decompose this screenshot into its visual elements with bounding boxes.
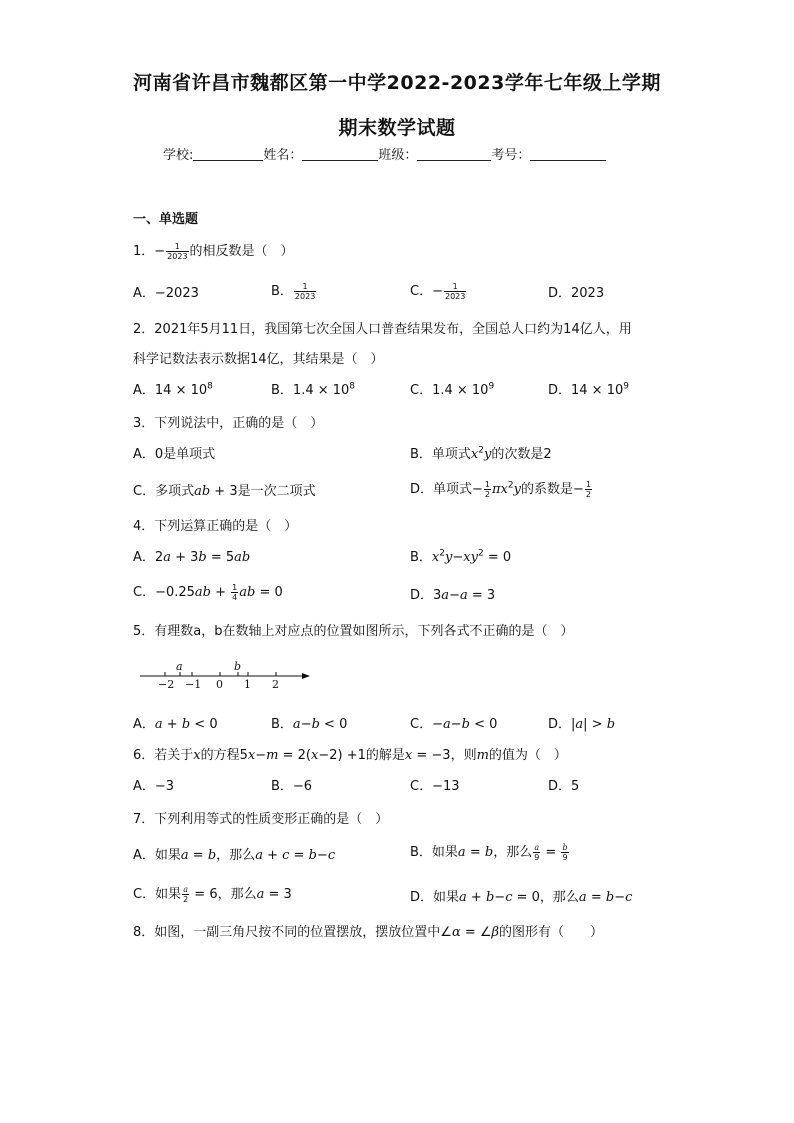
q3-option-d[interactable]: D．单项式− $\frac{1}{2}$ $\pi x^2y$的系数是− $\frac{1}{2}$: [410, 480, 591, 499]
q4-option-c[interactable]: C．−0.25ab + $\frac{1}{4}$ ab = 0: [133, 583, 283, 602]
q1-prefix: 1．−: [133, 244, 166, 259]
school-label: 学校:: [163, 148, 194, 163]
q3-option-c[interactable]: C．多项式ab + 3是一次二项式: [133, 484, 316, 499]
tick-label-2: 2: [272, 678, 279, 691]
q2-option-d[interactable]: D．$14 \times 10^9$: [548, 381, 629, 398]
q5-option-c[interactable]: C．−a−b < 0: [410, 717, 498, 732]
q4-option-a[interactable]: A．2a + 3b = 5ab: [133, 550, 251, 565]
number-line-arrow: [302, 673, 310, 679]
school-blank[interactable]: [193, 146, 263, 161]
tick-label-neg2: −2: [158, 678, 175, 691]
q7-stem: 7．下列利用等式的性质变形正确的是（ ）: [133, 812, 389, 827]
q4-option-b[interactable]: B．$x^2y-xy^2 = 0$: [410, 548, 512, 565]
exam-title-line-1: 河南省许昌市魏都区第一中学2022-2023学年七年级上学期: [133, 72, 661, 94]
section-title: 一、单选题: [133, 212, 199, 227]
point-a-label: a: [176, 660, 183, 673]
q3-option-b[interactable]: B．单项式$x^2y$的次数是2: [410, 445, 552, 462]
q6-option-a[interactable]: A．−3: [133, 779, 175, 794]
q1-option-b[interactable]: B． $\frac{1}{2023}$: [271, 282, 316, 301]
exam-no-blank[interactable]: [530, 146, 606, 161]
q6-option-b[interactable]: B．−6: [271, 779, 313, 794]
q2-stem-line-2: 科学记数法表示数据14亿，其结果是（ ）: [133, 352, 384, 367]
q6-option-d[interactable]: D．5: [548, 779, 580, 794]
q6-option-c[interactable]: C．−13: [410, 779, 460, 794]
tick-label-0: 0: [216, 678, 223, 691]
q4-option-d[interactable]: D．3a−a = 3: [410, 588, 496, 603]
q8-stem: 8．如图，一副三角尺按不同的位置摆放，摆放位置中∠α = ∠β的图形有（ ）: [133, 925, 604, 940]
q4-stem: 4．下列运算正确的是（ ）: [133, 519, 298, 534]
class-label: 班级：: [378, 148, 418, 163]
name-blank[interactable]: [302, 146, 378, 161]
q1-option-a[interactable]: A．−2023: [133, 286, 199, 301]
q7-option-a[interactable]: A．如果a = b，那么a + c = b−c: [133, 848, 336, 863]
exam-no-label: 考号：: [491, 148, 531, 163]
q7-option-d[interactable]: D．如果a + b−c = 0，那么a = b−c: [410, 890, 633, 905]
question-1: [133, 240, 294, 261]
q1-option-c[interactable]: C．− $\frac{1}{2023}$: [410, 282, 466, 301]
q2-option-b[interactable]: B．$1.4 \times 10^8$: [271, 381, 356, 398]
q5-stem: 5．有理数a，b在数轴上对应点的位置如图所示，下列各式不正确的是（ ）: [133, 624, 574, 639]
q1-suffix: 的相反数是（ ）: [189, 244, 294, 259]
q3-option-a[interactable]: A．0是单项式: [133, 447, 216, 462]
q6-stem: 6．若关于x的方程5x−m = 2(x−2) +1的解是x = −3，则m的值为（ ）: [133, 748, 567, 763]
q1-fraction: $\frac{1}{2023}$: [167, 242, 188, 261]
number-line-figure: [138, 658, 318, 692]
q2-stem-line-1: 2．2021年5月11日，我国第七次全国人口普查结果发布，全国总人口约为14亿人，用: [133, 322, 632, 337]
student-info-row: [163, 144, 606, 163]
q7-option-c[interactable]: C．如果 $\frac{a}{2}$ = 6，那么a = 3: [133, 885, 292, 904]
q2-option-a[interactable]: A．$14 \times 10^8$: [133, 381, 213, 398]
point-b-label: b: [234, 660, 242, 673]
q3-stem: 3．下列说法中，正确的是（ ）: [133, 416, 324, 431]
q5-option-a[interactable]: A．a + b < 0: [133, 717, 218, 732]
q7-option-b[interactable]: B．如果a = b，那么 $\frac{a}{9}$ = $\frac{b}{9}$: [410, 843, 568, 862]
exam-title-line-2: 期末数学试题: [338, 117, 456, 139]
class-blank[interactable]: [417, 146, 491, 161]
q5-option-d[interactable]: D．|a| > b: [548, 717, 616, 732]
tick-label-neg1: −1: [185, 678, 202, 691]
q1-option-d[interactable]: D．2023: [548, 286, 605, 301]
name-label: 姓名：: [263, 148, 303, 163]
tick-label-1: 1: [244, 678, 251, 691]
q2-option-c[interactable]: C．$1.4 \times 10^9$: [410, 381, 495, 398]
q5-option-b[interactable]: B．a−b < 0: [271, 717, 348, 732]
